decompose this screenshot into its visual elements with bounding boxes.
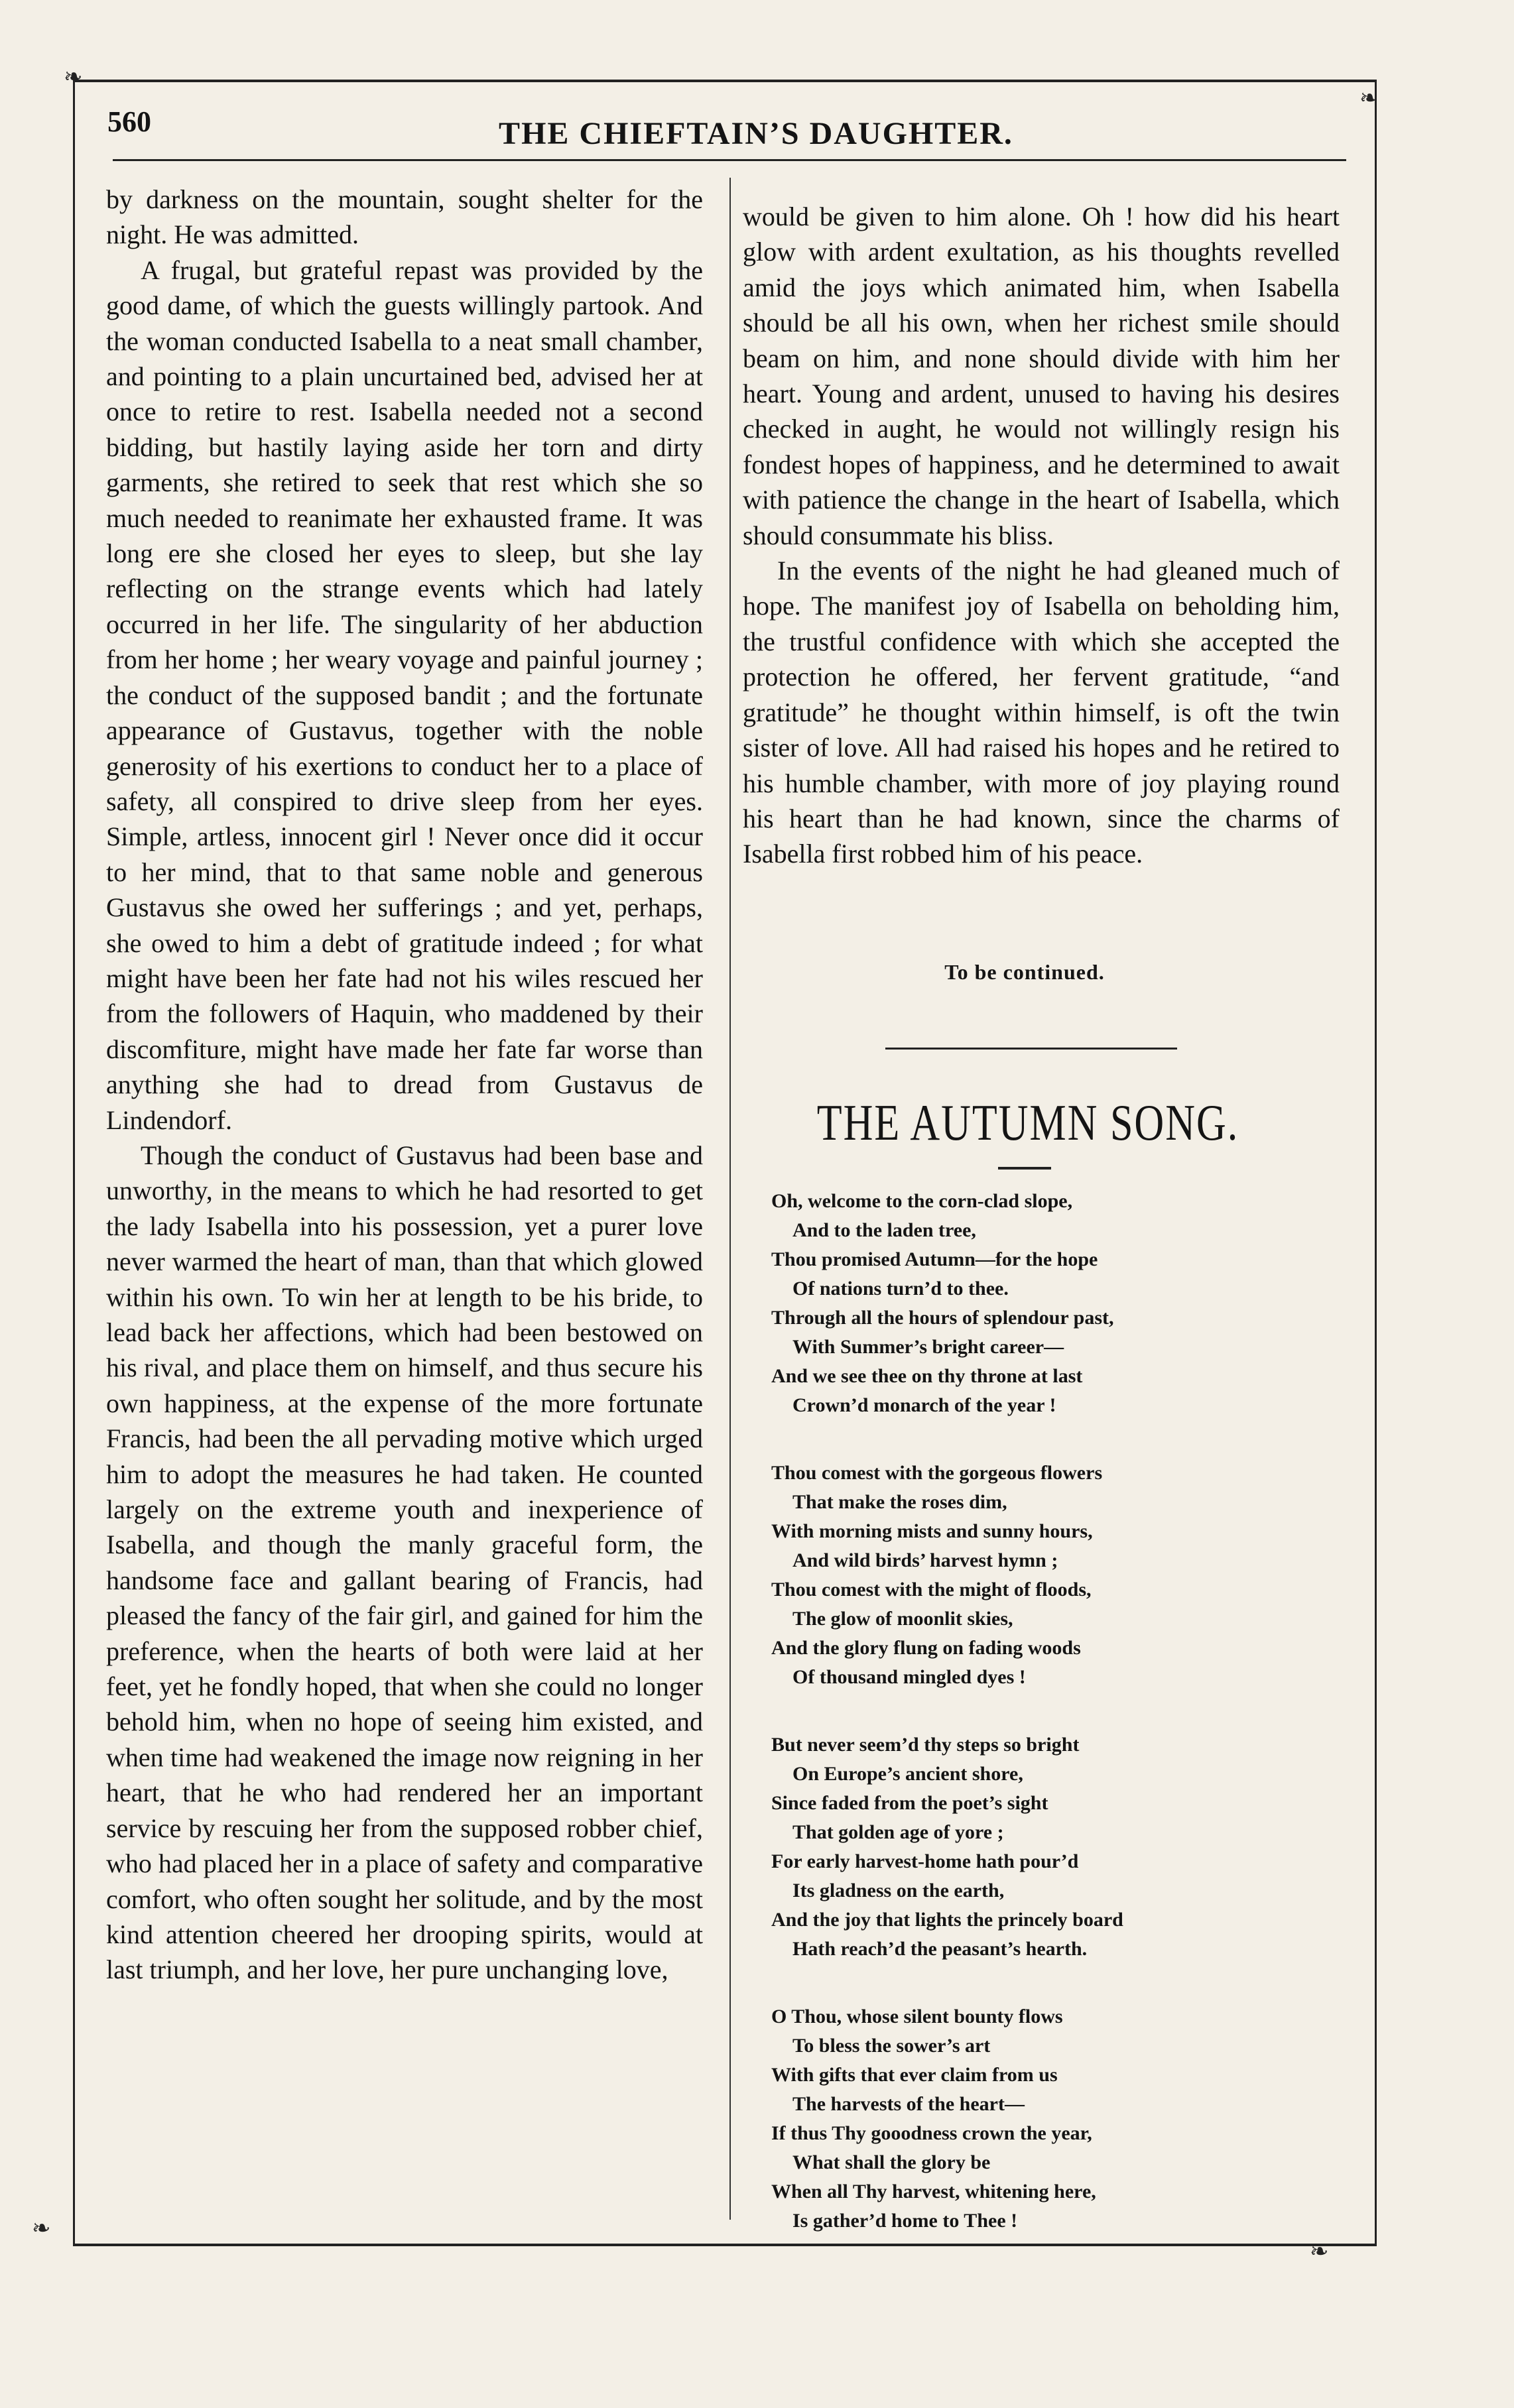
stanza [771,1730,1342,1964]
poem-line: With Summer’s bright career— [792,1336,1064,1358]
left-column [106,182,703,1988]
poem-line: The glow of moonlit skies, [792,1608,1013,1630]
poem-line: What shall the glory be [792,2151,991,2173]
poem-line: And wild birds’ harvest hymn ; [792,1549,1058,1571]
poem-line: Hath reach’d the peasant’s hearth. [792,1938,1088,1960]
header-rule [113,159,1346,161]
poem-line: On Europe’s ancient shore, [792,1763,1023,1785]
section-divider [885,1048,1177,1050]
poem-line: Crown’d monarch of the year ! [792,1394,1056,1416]
ornament-top-right: ❧ [1359,86,1379,111]
paragraph: would be given to him alone. Oh ! how did his heart glow with ardent exultation, as his thoughts revelled amid the joys which animated him, when Isabella should be all his own, when her richest smile should beam on him, and none should divide with him her heart. Young and ardent, unused to having his desires checked in aught, he would not willingly resign his fondest hopes of happiness, and he determined to await with patience the change in the heart of Isabella, which should consummate his bliss. [743,202,1340,550]
right-column [743,199,1340,872]
paragraph: In the events of the night he had gleaned much of hope. The manifest joy of Isabella on beholding him, the trustful confidence with which she accepted the protection he offered, her fervent gratitude, “and gratitude” he thought within himself, is oft the twin sister of love. All had raised his hopes and he retired to his humble chamber, with more of joy playing round his heart than he had known, since the charms of Isabella first robbed him of his peace. [743,556,1340,869]
poem-line: And to the laden tree, [792,1219,976,1241]
poem-line: Oh, welcome to the corn-clad slope, [771,1190,1073,1212]
poem-line: With gifts that ever claim from us [771,2064,1058,2086]
poem-line: Its gladness on the earth, [792,1880,1005,1901]
ornament-bottom-left: ❧ [32,2216,51,2241]
poem-line: Through all the hours of splendour past, [771,1307,1114,1329]
poem-line: Is gather’d home to Thee ! [792,2210,1018,2232]
poem-line: When all Thy harvest, whitening here, [771,2181,1096,2202]
poem-line: If thus Thy gooodness crown the year, [771,2122,1092,2144]
stanza [771,1459,1342,1692]
to-be-continued-note: To be continued. [944,960,1105,984]
ornament-bottom-right: ❧ [1310,2240,1329,2264]
poem-line: That make the roses dim, [792,1491,1007,1513]
poem-line: And the joy that lights the princely board [771,1909,1123,1931]
poem-line: But never seem’d thy steps so bright [771,1734,1080,1756]
poem-line: And the glory flung on fading woods [771,1637,1081,1659]
poem-line: To bless the sower’s art [792,2035,991,2057]
paragraph: by darkness on the mountain, sought shelter for the night. He was admitted. [106,184,703,250]
poem-line: Of thousand mingled dyes ! [792,1666,1026,1688]
poem-line: Thou comest with the gorgeous flowers [771,1462,1103,1484]
title-rule [998,1167,1051,1170]
paragraph: A frugal, but grateful repast was provided by the good dame, of which the guests willingly partook. And the woman conducted Isabella to a neat small chamber, and pointing to a plain uncurtained bed, advised her at once to retire to rest. Isabella needed not a second bidding, but hastily laying aside her torn and dirty garments, she retired to seek that rest which she so much needed to reanimate her exhausted frame. It was long ere she closed her eyes to sleep, but she lay reflecting on the strange events which had lately occurred in her life. The singularity of her abduction from her home ; her weary voyage and painful journey ; the conduct of the supposed bandit ; and the fortunate appearance of Gustavus, together with the noble generosity of his exertions to conduct her to a place of safety, all conspired to drive sleep from her eyes. Simple, artless, innocent girl ! Never once did it occur to her mind, that to that same noble and generous Gustavus she owed her sufferings ; and yet, perhaps, she owed to him a debt of gratitude indeed ; for what might have been her fate had not his wiles rescued her from the followers of Haquin, who maddened by their discomfiture, might have made her fate far worse than anything she had to dread from Gustavus de Lindendorf. [106,255,703,1135]
paragraph: Though the conduct of Gustavus had been base and unworthy, in the means to which he had resorted to get the lady Isabella into his possession, yet a purer love never warmed the heart of man, than that which glowed within his own. To win her at length to be his bride, to lead back her affections, which had been bestowed on his rival, and place them on himself, and thus secure his own happiness, at the expense of the more fortunate Francis, had been the all pervading motive which urged him to adopt the measures he had taken. He counted largely on the extreme youth and inexperience of Isabella, and though the manly graceful form, the handsome face and gallant bearing of Francis, had pleased the fancy of the fair girl, and gained for him the preference, when the hearts of both were laid at her feet, yet he fondly hoped, that when she could no longer behold him, when no hope of seeing him existed, and when time had weakened the image now reigning in her heart, that he who had rendered her an important service by rescuing her from the supposed robber chief, who had placed her in a place of safety and comparative comfort, who often sought her solitude, and by the most kind attention cheered her drooping spirits, would at last triumph, and her love, her pure unchanging love, [106,1140,703,1985]
column-divider [729,178,731,2220]
poem-line: Since faded from the poet’s sight [771,1792,1048,1814]
stanza [771,2002,1342,2236]
poem-line: That golden age of yore ; [792,1821,1004,1843]
poem-line: For early harvest-home hath pour’d [771,1850,1079,1872]
poem-line: O Thou, whose silent bounty flows [771,2006,1063,2027]
poem-line: Of nations turn’d to thee. [792,1278,1009,1299]
poem-line: Thou promised Autumn—for the hope [771,1248,1098,1270]
stanza [771,1187,1342,1420]
ornament-top-left: ❧ [64,65,83,90]
poem-title: THE AUTUMN SONG. [816,1095,1239,1152]
page-number: 560 [107,105,151,138]
poem-line: The harvests of the heart— [792,2093,1025,2115]
poem-line: Thou comest with the might of floods, [771,1579,1092,1600]
poem-line: With morning mists and sunny hours, [771,1520,1093,1542]
poem-body [771,1187,1342,2274]
running-title: THE CHIEFTAIN’S DAUGHTER. [499,116,1013,151]
poem-line: And we see thee on thy throne at last [771,1365,1083,1387]
